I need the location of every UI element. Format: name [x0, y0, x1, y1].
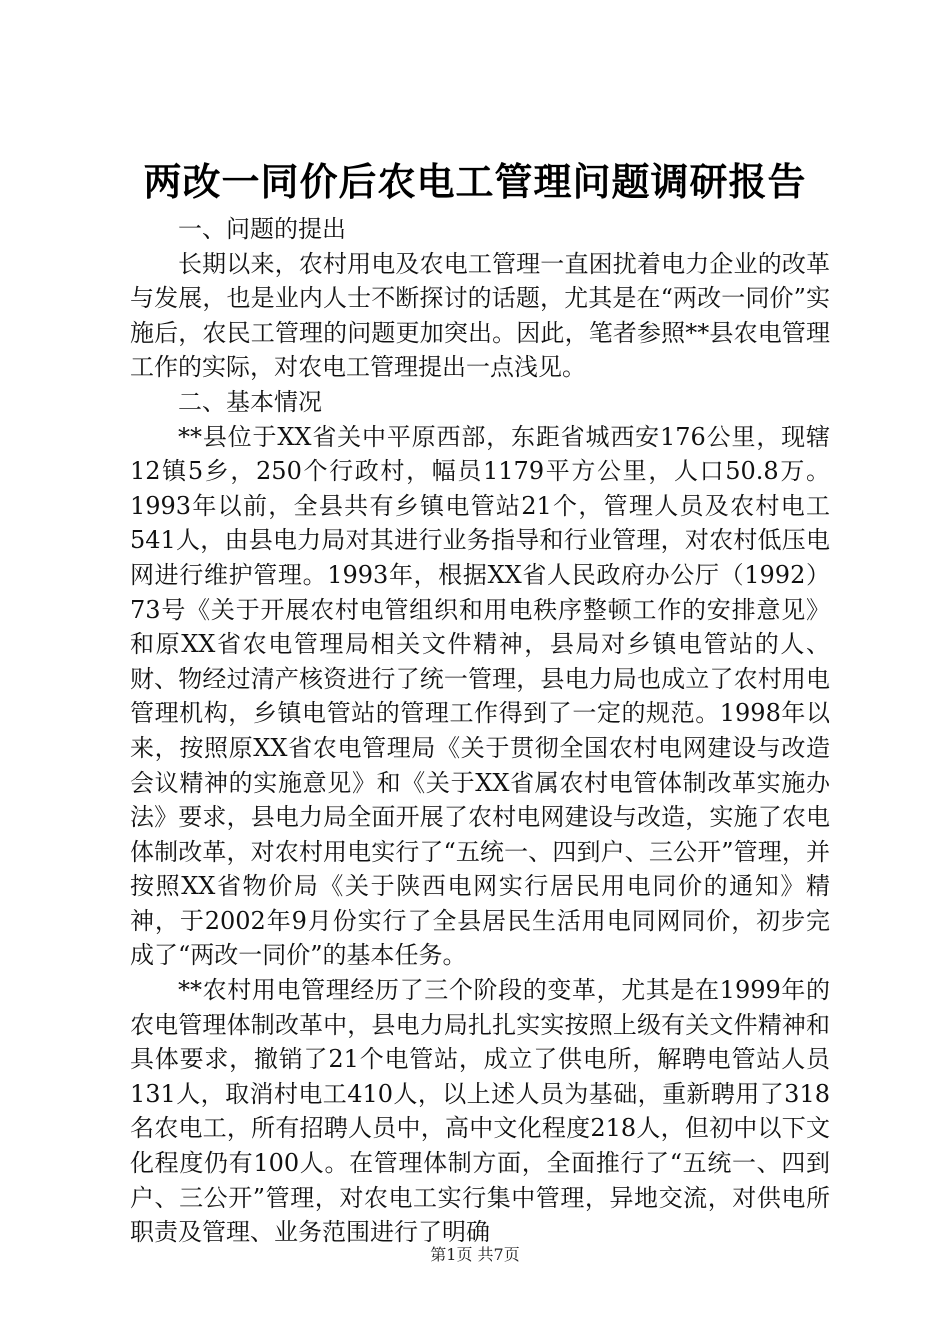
section-heading-basic-situation: 二、基本情况	[178, 387, 322, 416]
paragraph-basic-situation-1: **县位于XX省关中平原西部，东距省城西安176公里，现辖12镇5乡，250个行政村，幅员1179平方公里，人口50.8万。1993年以前，全县共有乡镇电管站21个，管理人员及农村电工541人，由县电力局对其进行业务指导和行业管理，对农村低压电网进行维护管理。1993年，根据XX省人民政府办公厅（1992）73号《关于开展农村电管组织和用电秩序整顿工作的安排意见》和原XX省农电管理局相关文件精神，县局对乡镇电管站的人、财、物经过清产核资进行了统一管理，县电力局也成立了农村用电管理机构，乡镇电管站的管理工作得到了一定的规范。1998年以来，按照原XX省农电管理局《关于贯彻全国农村电网建设与改造会议精神的实施意见》和《关于XX省属农村电管体制改革实施办法》要求，县电力局全面开展了农村电网建设与改造，实施了农电体制改革，对农村用电实行了“五统一、四到户、三公开”管理，并按照XX省物价局《关于陕西电网实行居民用电同价的通知》精神，于2002年9月份实行了全县居民生活用电同网同价，初步完成了“两改一同价”的基本任务。	[130, 422, 830, 970]
paragraph-problem: 长期以来，农村用电及农电工管理一直困扰着电力企业的改革与发展，也是业内人士不断探讨的话题，尤其是在“两改一同价”实施后，农民工管理的问题更加突出。因此，笔者参照**县农电管理工作的实际，对农电工管理提出一点浅见。	[130, 249, 830, 382]
page-footer: 第1页 共7页	[430, 1245, 520, 1264]
document-title: 两改一同价后农电工管理问题调研报告	[143, 159, 807, 204]
paragraph-basic-situation-2: **农村用电管理经历了三个阶段的变革，尤其是在1999年的农电管理体制改革中，县电力局扎扎实实按照上级有关文件精神和具体要求，撤销了21个电管站，成立了供电所，解聘电管站人员131人，取消村电工410人，以上述人员为基础，重新聘用了318名农电工，所有招聘人员中，高中文化程度218人，但初中以下文化程度仍有100人。在管理体制方面，全面推行了“五统一、四到户、三公开”管理，对农电工实行集中管理，异地交流，对供电所职责及管理、业务范围进行了明确	[130, 976, 830, 1247]
section-heading-problem: 一、问题的提出	[178, 215, 346, 243]
document-body	[130, 212, 830, 1250]
